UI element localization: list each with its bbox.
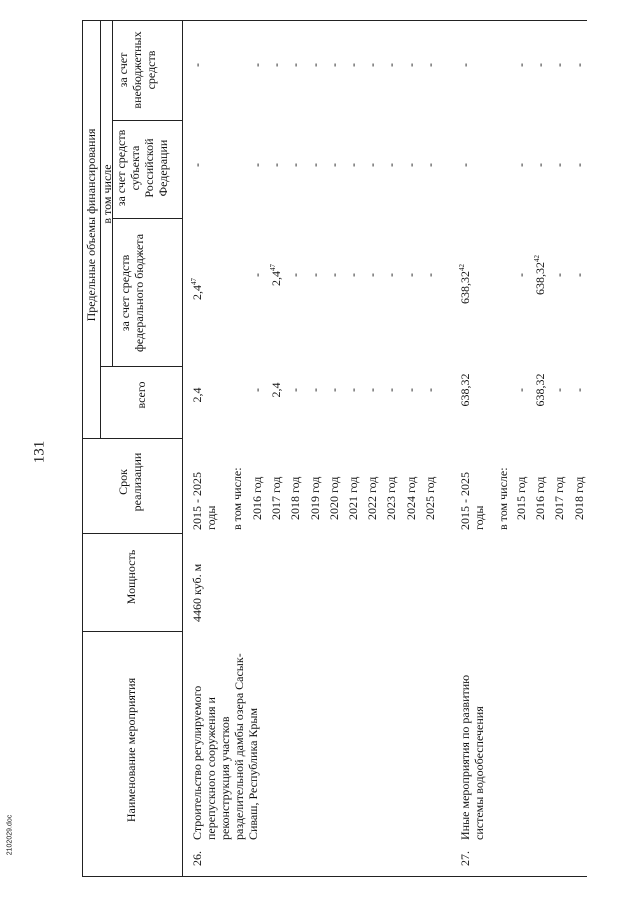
year-label: 2017 год	[552, 476, 567, 520]
header-period: Срок реализации	[116, 452, 144, 512]
year-federal: -	[552, 273, 567, 277]
row27-extra: -	[458, 63, 472, 67]
row26-extra: -	[190, 63, 204, 67]
row26-subject: -	[190, 163, 204, 167]
year-label: 2016 год	[533, 476, 548, 520]
year-label: 2024 год	[403, 476, 418, 520]
year-subject: -	[422, 163, 437, 167]
year-extra: -	[571, 63, 586, 67]
year-extra: -	[552, 63, 567, 67]
year-subject: -	[384, 163, 399, 167]
year-federal: -	[288, 273, 303, 277]
year-federal: -	[514, 273, 528, 277]
year-label: 2021 год	[346, 476, 360, 520]
year-subject: -	[288, 163, 303, 167]
year-extra: -	[250, 63, 264, 67]
year-federal: -	[365, 273, 380, 277]
row26-total: 2,4	[190, 387, 204, 403]
year-label: 2020 год	[326, 476, 341, 520]
header-border-right	[182, 20, 183, 877]
row27-including: в том числе:	[496, 467, 510, 530]
year-subject: -	[307, 163, 322, 167]
year-total: -	[384, 388, 399, 392]
year-federal: -	[422, 273, 437, 277]
header-extra: за счет внебюджетных средств	[116, 31, 158, 109]
year-federal: -	[346, 273, 360, 277]
table-border-left	[82, 20, 83, 877]
row26-including: в том числе:	[230, 467, 244, 530]
year-subject: -	[365, 163, 380, 167]
year-total: 638,32	[533, 373, 548, 407]
page-number: 131	[31, 440, 48, 464]
year-total: -	[403, 388, 418, 392]
year-federal: -	[403, 273, 418, 277]
year-extra: -	[288, 63, 303, 67]
row26-capacity: 4460 куб. м	[190, 563, 204, 622]
row27-total: 638,32	[458, 373, 472, 407]
year-label: 2025 год	[422, 476, 437, 520]
year-federal: -	[250, 273, 264, 277]
year-label: 2015 год	[514, 476, 528, 520]
year-extra: -	[514, 63, 528, 67]
year-total: -	[250, 388, 264, 392]
header-sep-name	[82, 631, 182, 632]
year-label: 2023 год	[384, 476, 399, 520]
year-subject: -	[533, 163, 548, 167]
year-total: -	[307, 388, 322, 392]
row27-number: 27.	[458, 851, 472, 866]
header-federal: за счет средств федерального бюджета	[118, 233, 146, 353]
year-extra: -	[422, 63, 437, 67]
table-border-top	[82, 20, 587, 21]
header-sep-federal	[112, 218, 182, 219]
row27-name: Иные мероприятия по развитию системы водообеспечения	[458, 674, 486, 840]
header-sep-total	[100, 366, 182, 367]
year-extra: -	[326, 63, 341, 67]
year-total: -	[552, 388, 567, 392]
year-extra: -	[365, 63, 380, 67]
year-subject: -	[346, 163, 360, 167]
year-extra: -	[307, 63, 322, 67]
year-total: -	[571, 388, 586, 392]
header-name: Наименование мероприятия	[124, 677, 138, 823]
header-capacity: Мощность	[124, 549, 138, 605]
year-subject: -	[403, 163, 418, 167]
year-federal: -	[384, 273, 399, 277]
header-subject: за счет средств субъекта Российской Федерации	[114, 129, 170, 207]
year-label: 2016 год	[250, 476, 264, 520]
year-total: -	[346, 388, 360, 392]
year-federal: 638,32$^{42}$	[533, 255, 548, 295]
row26-federal: $2,4^{47}$	[190, 278, 204, 300]
year-federal: -	[326, 273, 341, 277]
year-label: 2022 год	[365, 476, 380, 520]
year-label: 2019 год	[307, 476, 322, 520]
year-label: 2018 год	[571, 476, 586, 520]
row27-subject: -	[458, 163, 472, 167]
row26-number: 26.	[190, 851, 204, 866]
year-label: 2017 год	[269, 476, 284, 520]
row26-name: Строительство регулируемого перепускного сооружения и реконструкция участков разделительной дамбы озера Сасык-Сиваш, Республика Крым	[190, 653, 260, 840]
table-border-bottom	[82, 876, 587, 877]
year-extra: -	[384, 63, 399, 67]
header-sep-period	[82, 438, 182, 439]
year-subject: -	[571, 163, 586, 167]
row27-period: 2015 - 2025 годы	[458, 472, 486, 530]
header-sep-capacity	[82, 533, 182, 534]
year-total: -	[288, 388, 303, 392]
header-total: всего	[134, 381, 148, 409]
year-federal: $2,4^{47}$	[269, 264, 284, 286]
year-label: 2018 год	[288, 476, 303, 520]
year-subject: -	[326, 163, 341, 167]
row27-federal: 638,32$^{42}$	[458, 264, 472, 304]
year-total: -	[365, 388, 380, 392]
header-financing: Предельные объемы финансирования	[84, 128, 98, 322]
year-total: -	[514, 388, 528, 392]
file-identifier: 2102029.doc	[6, 814, 14, 856]
year-subject: -	[552, 163, 567, 167]
year-federal: -	[571, 273, 586, 277]
header-including: в том числе	[100, 164, 114, 224]
year-extra: -	[533, 63, 548, 67]
year-subject: -	[250, 163, 264, 167]
year-subject: -	[269, 163, 284, 167]
year-subject: -	[514, 163, 528, 167]
year-federal: -	[307, 273, 322, 277]
year-total: -	[422, 388, 437, 392]
year-extra: -	[346, 63, 360, 67]
year-extra: -	[269, 63, 284, 67]
row26-period: 2015 - 2025 годы	[190, 472, 218, 530]
year-extra: -	[403, 63, 418, 67]
year-total: -	[326, 388, 341, 392]
year-total: 2,4	[269, 382, 284, 398]
